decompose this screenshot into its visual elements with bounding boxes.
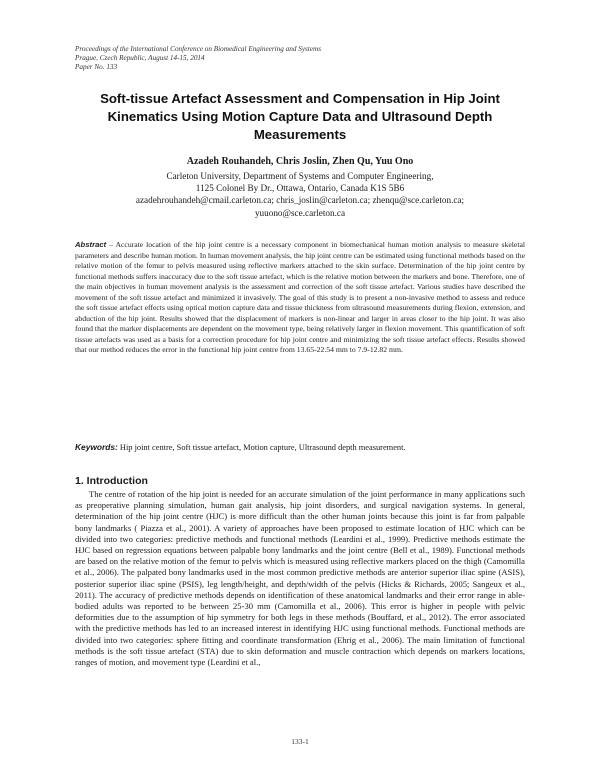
proceedings-line: Prague, Czech Republic, August 14-15, 2014 <box>75 54 205 63</box>
abstract-text: Accurate location of the hip joint centre is a necessary component in biomechanical human motion analysis to measure skeletal parameters and describe human motion. In human movement analysis, the hip joint centre can be estimated using functional methods based on the relative motion of the femur to pelvis measured using reflective markers attached to the skin surface. Determination of the hip joint centre by functional methods suffers inaccuracy due to the soft tissue artefact, which is the relative motion between the markers and bone. Therefore, one of the main objectives in human movement analysis is the assessment and correction of the soft tissue artefact. Various studies have described the movement of the soft tissue artefact and minimized it invasively. The goal of this study is to present a non-invasive method to assess and reduce the soft tissue artefact effects using optical motion capture data and tissue thickness from ultrasound measurements during flexion, extension, and abduction of the hip joint. Results showed that the displacement of markers is non-linear and larger in areas closer to the hip joint. It was also found that the marker displacements are dependent on the movement type, being relatively larger in flexion movement. This quantification of soft tissue artefacts was used as a basis for a correction procedure for hip joint centre and minimizing the soft tissue artefact effects. Results showed that our method reduces the error in the functional hip joint centre from 13.65-22.54 mm to 7.9-12.82 mm. <box>75 240 526 354</box>
proceedings-line: Proceedings of the International Conference on Biomedical Engineering and Systems <box>75 45 321 53</box>
paper-title: Soft-tissue Artefact Assessment and Compensation in Hip Joint Kinematics Using Motion Capture Data and Ultrasound Depth Measurements <box>100 91 500 142</box>
section-heading-introduction: 1. Introduction <box>75 475 148 487</box>
page-number: 133-1 <box>291 737 309 746</box>
author-list: Azadeh Rouhandeh, Chris Joslin, Zhen Qu, Yuu Ono <box>186 156 414 167</box>
introduction-paragraph: The centre of rotation of the hip joint is needed for an accurate simulation of the joint performance in many applications such as preoperative planning simulation, human gait analysis, hip joint disorders, and surgical navigation systems. In general, determination of the hip joint centre (HJC) is more difficult than the other human joints because this joint is far from palpable bony landmarks ( Piazza et al., 2001). A variety of approaches have been proposed to estimate location of HJC which can be divided into two categories: predictive methods and functional methods (Leardini et al., 1999). Predictive methods estimate the HJC based on regression equations between palpable bony landmarks and the joint centre (Bell et al., 1989). Functional methods are based on the relative motion of the femur to pelvis which is measured using reflective markers placed on the thigh (Camomilla et al., 2006). The palpated bony landmarks used in the most common predictive methods are anterior superior iliac spine (ASIS), posterior superior iliac spine (PSIS), leg length/height, and depth/width of the pelvis (Hicks & Richards, 2005; Sangeux et al., 2011). The accuracy of predictive methods depends on identification of these anatomical landmarks and their error range in able-bodied adults was reported to be between 25-30 mm (Camomilla et al., 2006). This error is higher in people with pelvic deformities due to the assumption of hip symmetry for both legs in these methods (Bouffard, et al., 2012). The error associated with the predictive methods has led to an increased interest in identifying HJC using functional methods. Functional methods are divided into two categories: sphere fitting and coordinate transformation (Ehrig et al., 2006). The main limitation of functional methods is the soft tissue artefact (STA) due to skin deformation and muscle contraction which depends on markers locations, ranges of motion, and movement type (Leardini et al., <box>75 489 525 668</box>
affiliation-block <box>70 170 530 219</box>
proceedings-line: Paper No. 133 <box>75 63 118 72</box>
abstract-separator: – <box>106 240 116 249</box>
affiliation-line: azadehrouhandeh@cmail.carleton.ca; chris_joslin@carleton.ca; zhenqu@sce.carleton.ca; <box>135 195 465 206</box>
affiliation-line: Carleton University, Department of Systems and Computer Engineering, <box>166 171 434 181</box>
abstract-label: Abstract <box>75 240 107 249</box>
keywords-text: Hip joint centre, Soft tissue artefact, Motion capture, Ultrasound depth measurement. <box>119 443 406 452</box>
abstract <box>75 240 525 356</box>
affiliation-line: yuuono@sce.carleton.ca <box>254 207 346 218</box>
keywords <box>75 442 525 453</box>
proceedings-header <box>75 45 535 73</box>
keywords-label: Keywords: <box>75 442 118 452</box>
affiliation-line: 1125 Colonel By Dr., Ottawa, Ontario, Canada K1S 5B6 <box>195 183 405 194</box>
